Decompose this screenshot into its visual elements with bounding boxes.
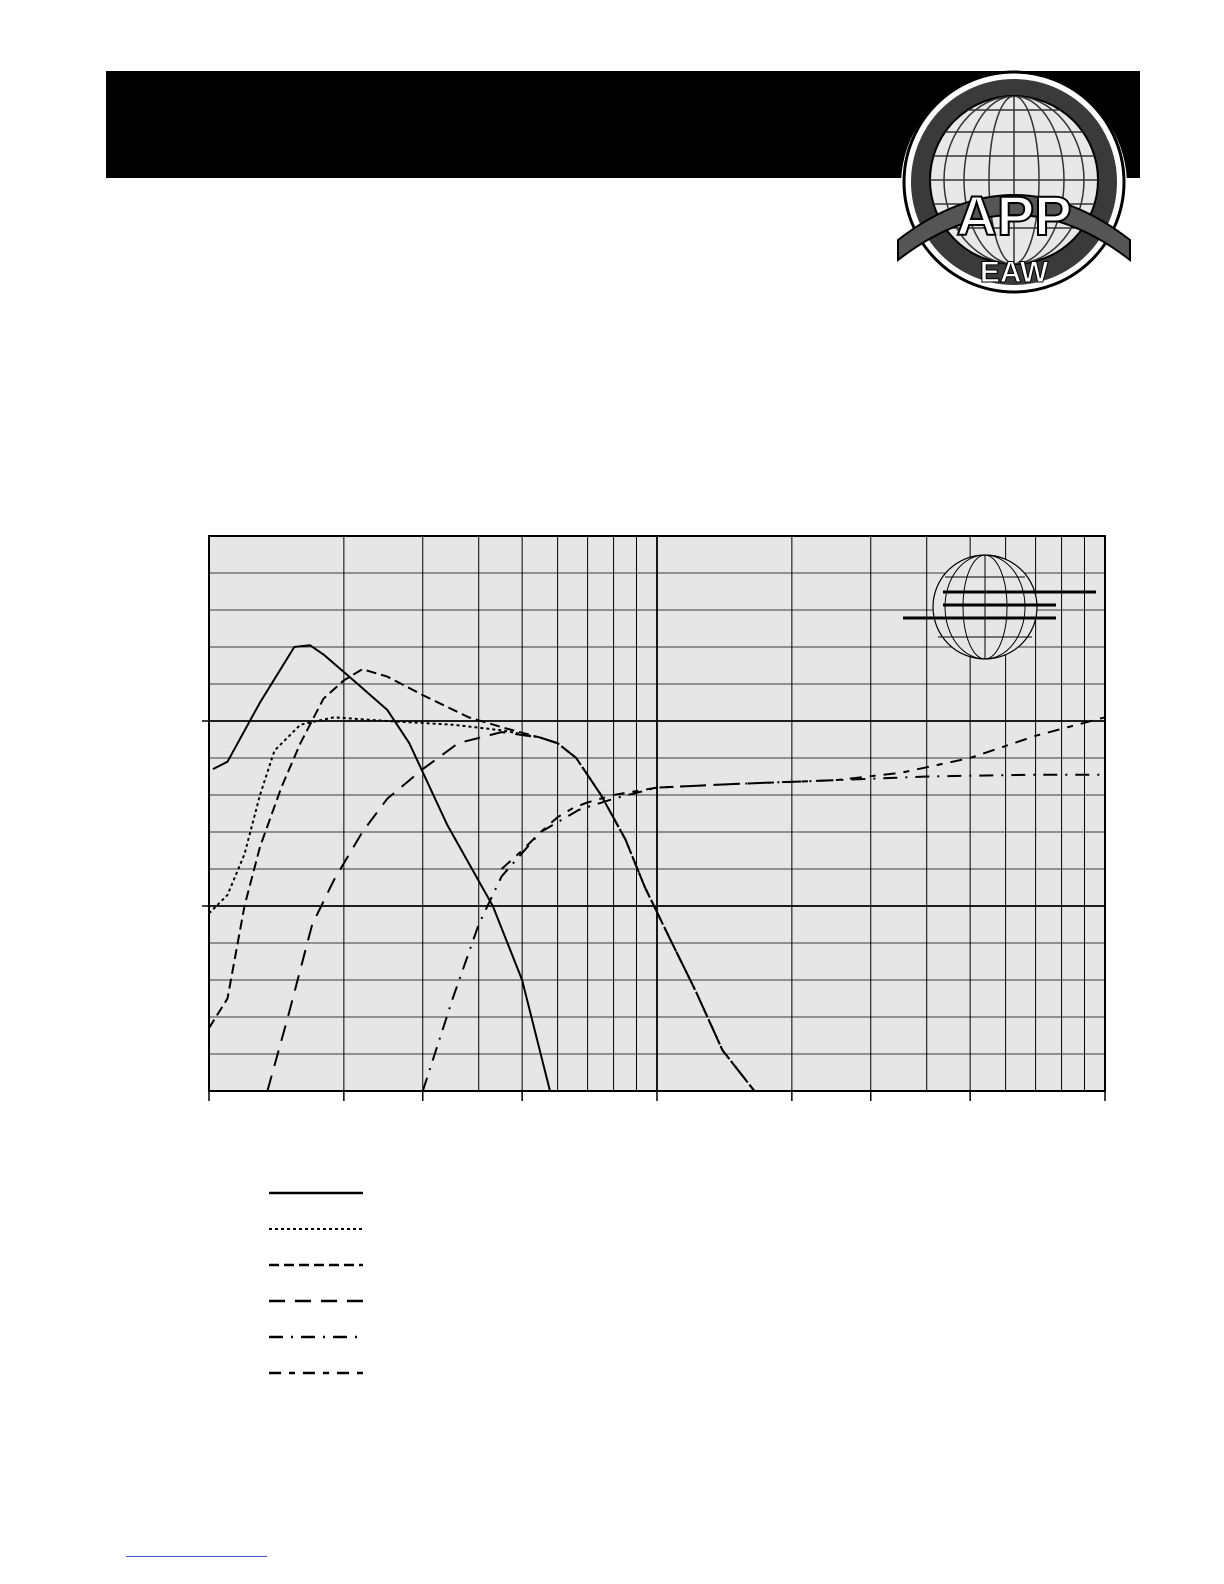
legend bbox=[266, 1180, 376, 1380]
x-axis-ticks bbox=[209, 1091, 1105, 1101]
frequency-response-chart bbox=[200, 530, 1112, 1110]
footer-rule bbox=[126, 1556, 267, 1557]
app-eaw-logo bbox=[894, 70, 1134, 300]
logo-wordmark: APP bbox=[956, 184, 1072, 247]
logo-brand: EAW bbox=[979, 256, 1049, 289]
